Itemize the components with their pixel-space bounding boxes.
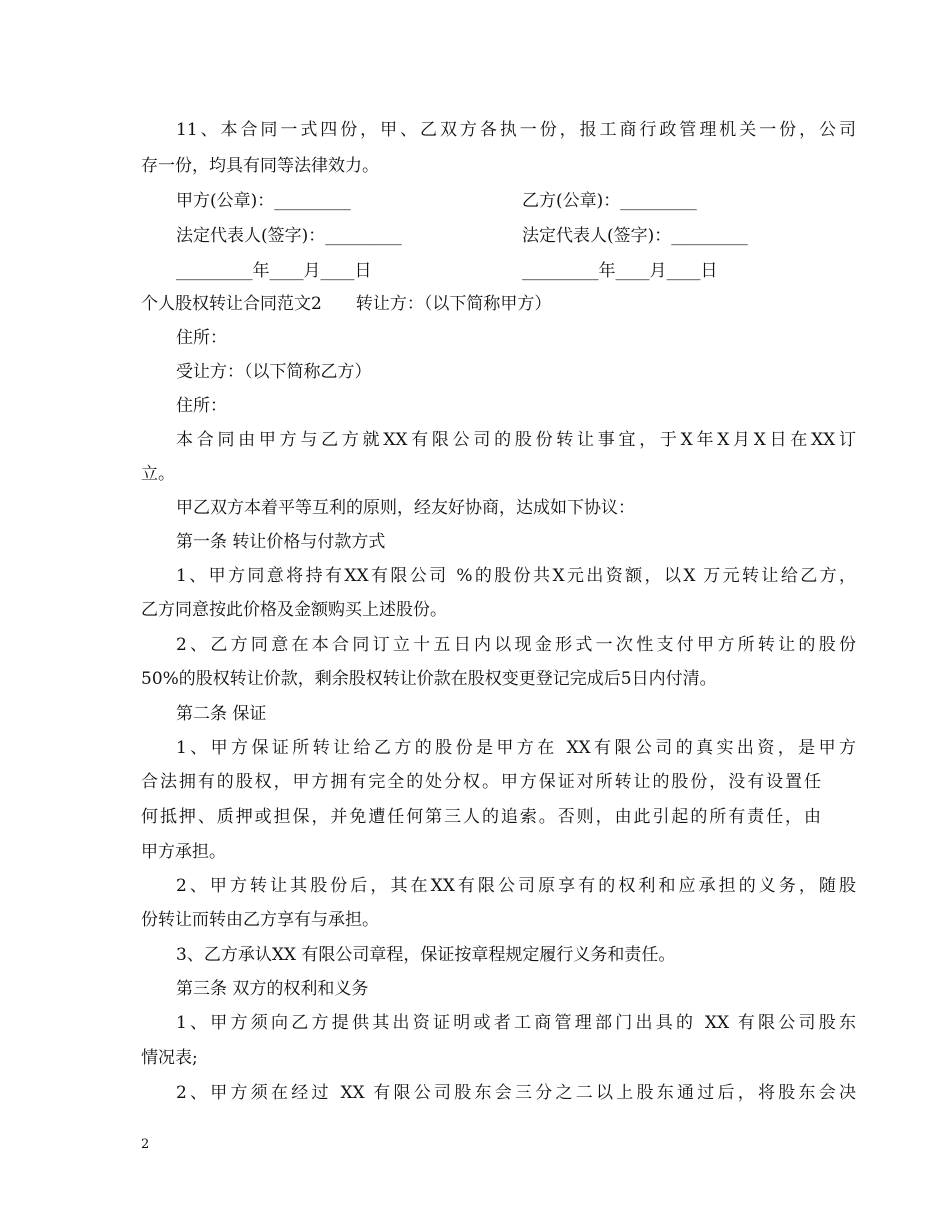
preamble-line-2: 立。 <box>141 464 175 484</box>
agreement-intro: 甲乙双方本着平等互利的原则，经友好协商，达成如下协议： <box>176 498 635 518</box>
transferor-address: 住所： <box>176 328 227 348</box>
article-1-heading: 第一条 转让价格与付款方式 <box>176 532 386 552</box>
section-title-transferor: 个人股权转让合同范文2 转让方：（以下简称甲方） <box>141 294 552 314</box>
party-b-seal: 乙方(公章)：_________ <box>522 191 697 211</box>
party-b-representative: 法定代表人(签字)：_________ <box>522 226 748 246</box>
clause-11-line-1: 11、本合同一式四份，甲、乙双方各执一份，报工商行政管理机关一份，公司 <box>176 120 856 140</box>
article-1-item-1-line-2: 乙方同意按此价格及金额购买上述股份。 <box>141 600 447 620</box>
article-2-item-2-line-2: 份转让而转由乙方享有与承担。 <box>141 910 379 930</box>
article-1-item-1-line-1: 1、甲方同意将持有XX有限公司 %的股份共X元出资额，以X 万元转让给乙方， <box>176 566 856 586</box>
article-2-item-1-line-3: 何抵押、质押或担保，并免遭任何第三人的追索。否则，由此引起的所有责任，由 <box>141 807 821 827</box>
article-2-heading: 第二条 保证 <box>176 704 267 724</box>
article-2-item-1-line-1: 1、甲方保证所转让给乙方的股份是甲方在 XX有限公司的真实出资，是甲方 <box>176 738 856 758</box>
party-a-representative: 法定代表人(签字)：_________ <box>176 226 402 246</box>
transferee: 受让方：（以下简称乙方） <box>176 362 372 382</box>
page-number: 2 <box>141 1137 150 1152</box>
preamble-line-1: 本合同由甲方与乙方就XX有限公司的股份转让事宜，于X年X月X日在XX订 <box>176 430 856 450</box>
party-a-date: _________年____月____日 <box>176 261 372 281</box>
article-3-item-1-line-1: 1、甲方须向乙方提供其出资证明或者工商管理部门出具的 XX 有限公司股东 <box>176 1013 856 1033</box>
transferee-address: 住所： <box>176 396 227 416</box>
article-2-item-3: 3、乙方承认XX 有限公司章程，保证按章程规定履行义务和责任。 <box>176 945 676 965</box>
article-1-item-2-line-2: 50%的股权转让价款，剩余股权转让价款在股权变更登记完成后5日内付清。 <box>141 669 717 689</box>
clause-11-line-2: 存一份，均具有同等法律效力。 <box>141 156 379 176</box>
article-2-item-1-line-4: 甲方承担。 <box>141 842 226 862</box>
article-2-item-2-line-1: 2、甲方转让其股份后，其在XX有限公司原享有的权利和应承担的义务，随股 <box>176 876 856 896</box>
article-1-item-2-line-1: 2、乙方同意在本合同订立十五日内以现金形式一次性支付甲方所转让的股份 <box>176 635 856 655</box>
article-2-item-1-line-2: 合法拥有的股权，甲方拥有完全的处分权。甲方保证对所转让的股份，没有设置任 <box>141 772 821 792</box>
article-3-heading: 第三条 双方的权利和义务 <box>176 979 369 999</box>
article-3-item-1-line-2: 情况表; <box>141 1048 198 1068</box>
article-3-item-2-line-1: 2、甲方须在经过 XX 有限公司股东会三分之二以上股东通过后，将股东会决 <box>176 1083 856 1103</box>
party-b-date: _________年____月____日 <box>522 261 718 281</box>
party-a-seal: 甲方(公章)：_________ <box>176 191 351 211</box>
